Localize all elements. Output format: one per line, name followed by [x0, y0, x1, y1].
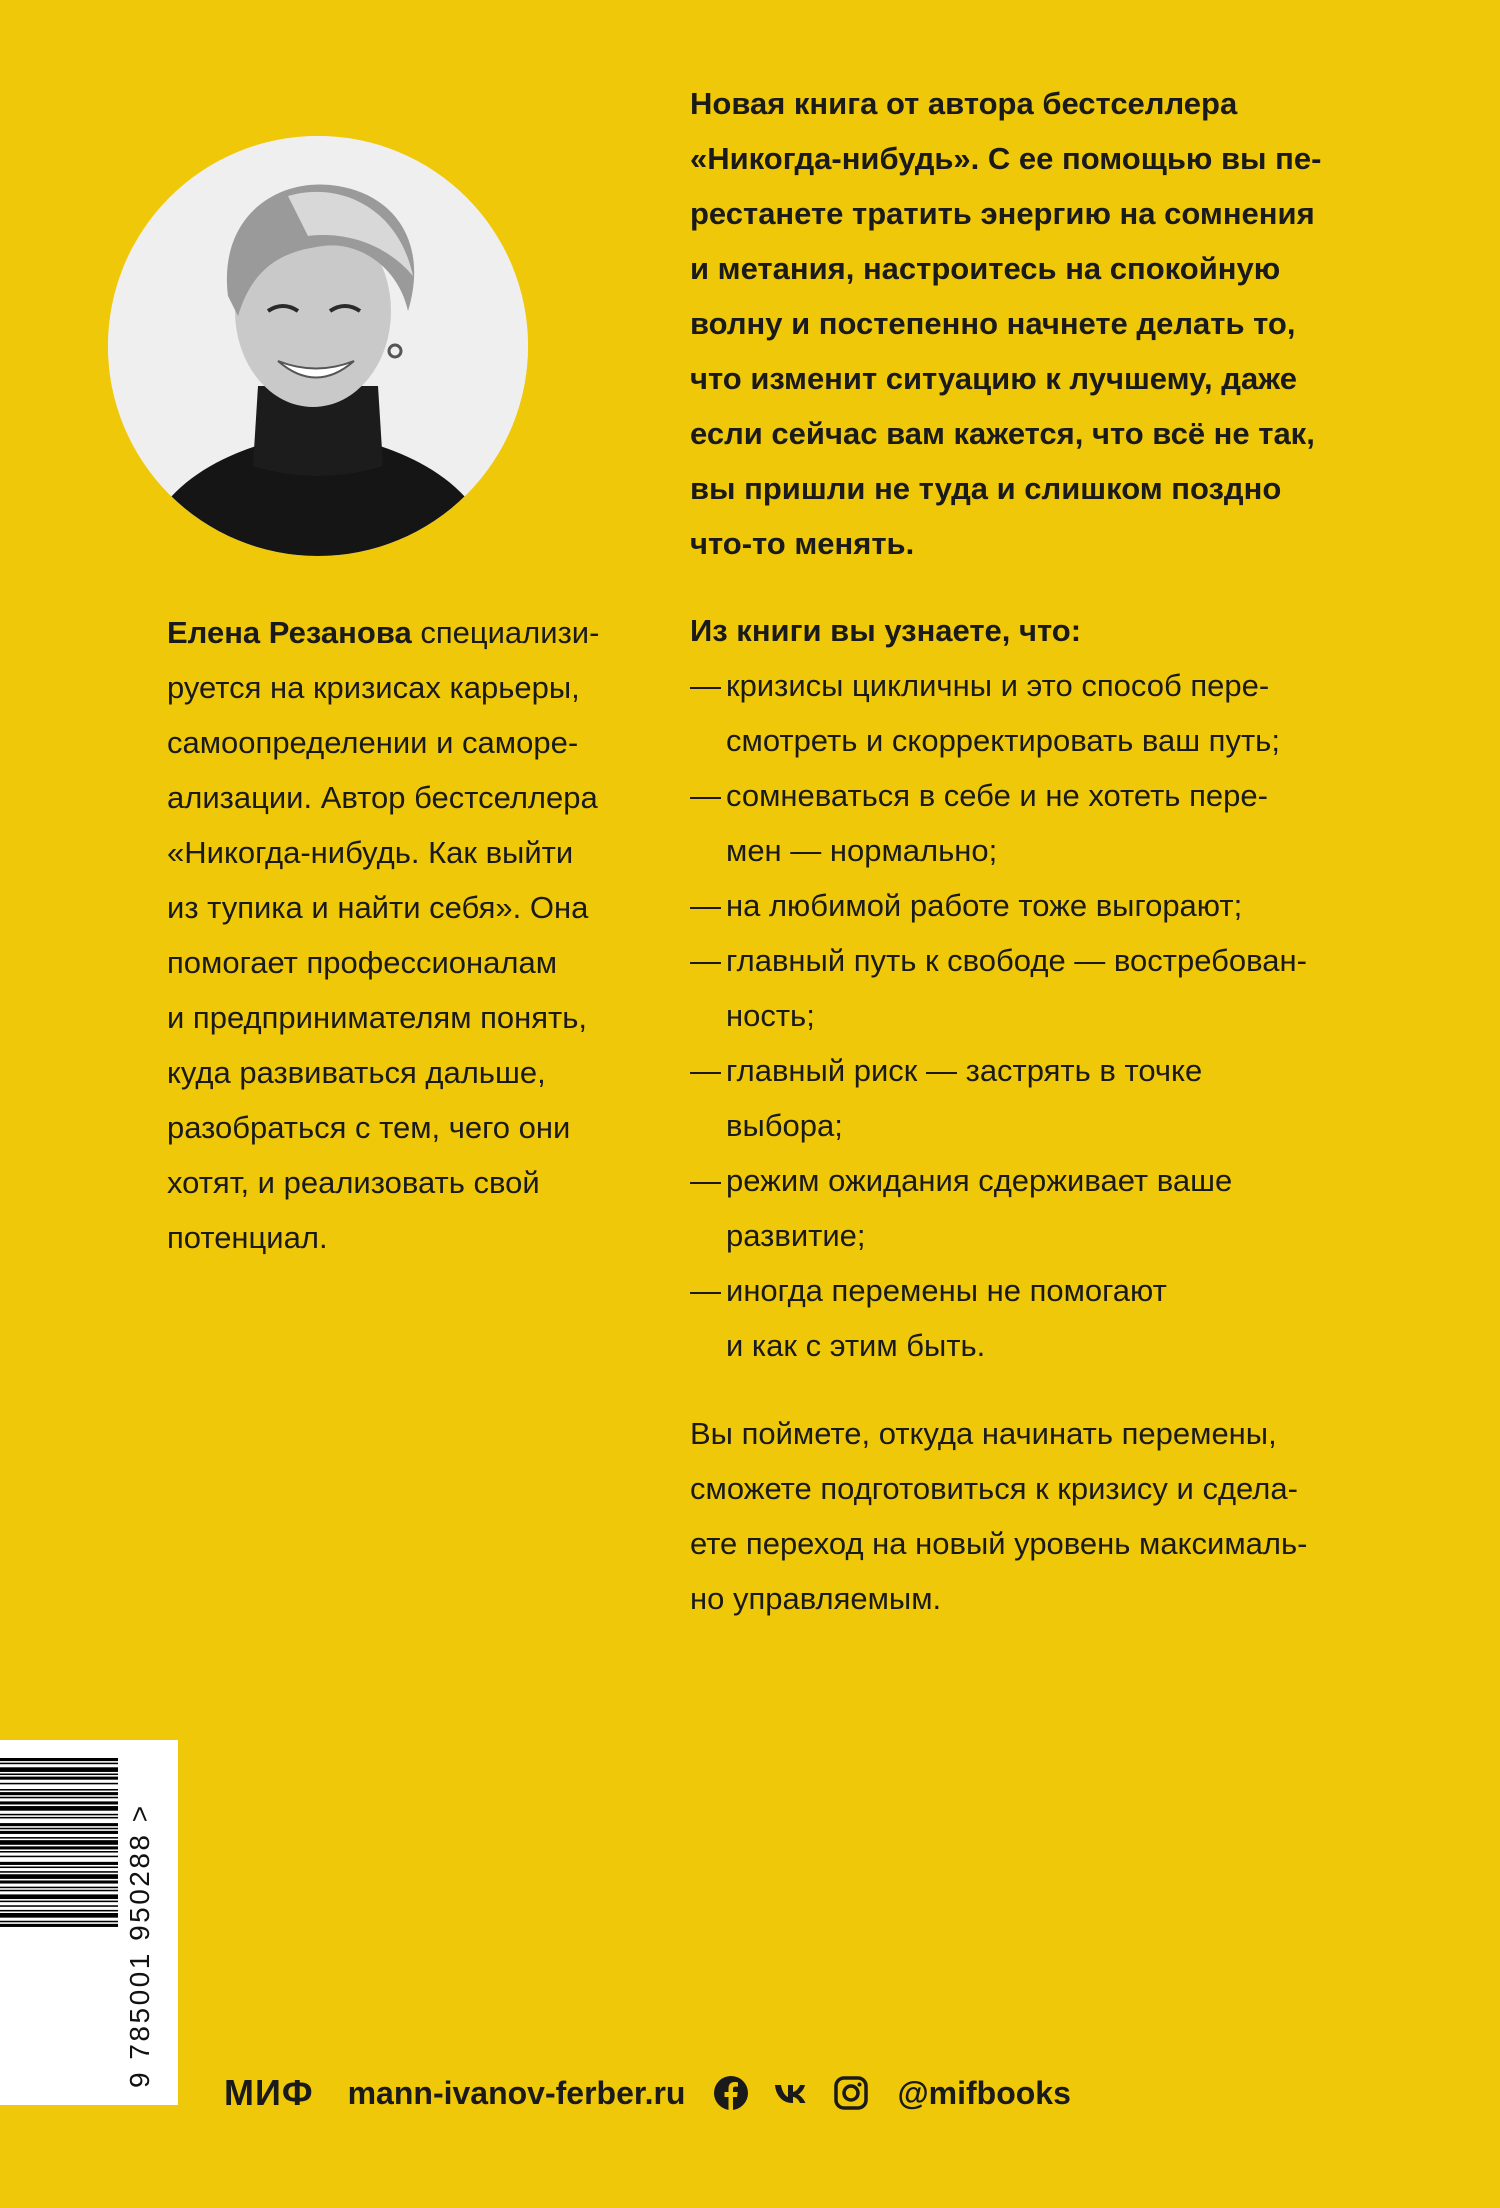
website-link[interactable]: mann-ivanov-ferber.ru — [347, 2074, 686, 2111]
intro-line: Новая книга от автора бестселлера — [690, 86, 1238, 121]
learn-list — [690, 658, 1370, 1373]
barcode-bar — [0, 1871, 118, 1873]
author-portrait-illustration — [108, 136, 528, 556]
intro-line: и метания, настроитесь на спокойную — [690, 251, 1281, 286]
barcode-bar — [0, 1846, 118, 1849]
barcode-bar — [0, 1921, 118, 1923]
bio-line: помогает профессионалам — [167, 945, 558, 980]
barcode-bar — [0, 1763, 118, 1765]
barcode-bar — [0, 1767, 118, 1772]
bio-line: руется на кризисах карьеры, — [167, 670, 580, 705]
list-item — [690, 878, 1370, 933]
bio-line: из тупика и найти себя». Она — [167, 890, 589, 925]
outro-line: Вы поймете, откуда начинать перемены, — [690, 1416, 1277, 1451]
barcode-bar — [0, 1806, 118, 1811]
publisher-logo: МИФ — [224, 2072, 314, 2113]
barcode-bar — [0, 1758, 118, 1761]
list-item-line: главный риск — застрять в точке — [726, 1053, 1203, 1088]
barcode-bars — [0, 1758, 118, 2078]
list-item — [690, 658, 1370, 768]
barcode-bar — [0, 1789, 118, 1791]
intro-line: «Никогда-нибудь». С ее помощью вы пе- — [690, 141, 1322, 176]
dash-bullet: — — [690, 778, 721, 813]
bio-line: хотят, и реализовать свой — [167, 1165, 540, 1200]
bio-line: самоопределении и саморе- — [167, 725, 579, 760]
barcode-bar — [0, 1851, 118, 1853]
barcode-digits: 9 785001 950288 > — [124, 1803, 155, 2088]
book-intro — [690, 76, 1370, 571]
list-item-line: режим ожидания сдерживает ваше — [726, 1163, 1233, 1198]
bio-line: и предпринимателям понять, — [167, 1000, 588, 1035]
barcode-bar — [0, 1823, 118, 1826]
bio-line: «Никогда-нибудь. Как выйти — [167, 835, 574, 870]
list-item-line: на любимой работе тоже выгорают; — [726, 888, 1243, 923]
intro-line: вы пришли не туда и слишком поздно — [690, 471, 1282, 506]
bio-line: Елена Резанова специализи- — [167, 615, 600, 650]
vk-icon[interactable] — [773, 2075, 809, 2111]
bio-line: разобраться с тем, чего они — [167, 1110, 571, 1145]
list-item-line: развитие; — [726, 1218, 866, 1253]
barcode-bar — [0, 1856, 118, 1858]
barcode-bar — [0, 1905, 118, 1907]
author-name: Елена Резанова — [167, 615, 412, 650]
bio-line: куда развиваться дальше, — [167, 1055, 546, 1090]
book-outro — [690, 1406, 1370, 1626]
barcode-bar — [0, 1831, 118, 1834]
social-handle[interactable]: @mifbooks — [897, 2074, 1071, 2111]
list-item — [690, 933, 1370, 1043]
barcode-bar — [0, 1792, 118, 1795]
instagram-icon[interactable] — [833, 2075, 869, 2111]
list-item-line: сомневаться в себе и не хотеть пере- — [726, 778, 1268, 813]
barcode-bar — [0, 1924, 118, 1927]
dash-bullet: — — [690, 668, 721, 703]
barcode-bar — [0, 1777, 118, 1780]
outro-line: сможете подготовиться к кризису и сдела- — [690, 1471, 1298, 1506]
learn-heading: Из книги вы узнаете, что: — [690, 613, 1082, 648]
dash-bullet: — — [690, 888, 721, 923]
list-item — [690, 1263, 1370, 1373]
barcode-bar — [0, 1801, 118, 1804]
barcode-bar — [0, 1797, 118, 1799]
list-item-line: кризисы цикличны и это способ пере- — [726, 668, 1270, 703]
barcode-bar — [0, 1814, 118, 1816]
barcode-bar — [0, 1887, 118, 1889]
intro-line: что-то менять. — [690, 526, 915, 561]
list-item — [690, 768, 1370, 878]
barcode-bar — [0, 1840, 118, 1845]
facebook-icon[interactable] — [713, 2075, 749, 2111]
intro-line: рестанете тратить энергию на сомнения — [690, 196, 1315, 231]
list-item-line: ность; — [726, 998, 815, 1033]
dash-bullet: — — [690, 943, 721, 978]
list-item-line: иногда перемены не помогают — [726, 1273, 1167, 1308]
barcode-bar — [0, 1837, 118, 1839]
barcode-bar — [0, 1894, 118, 1899]
author-bio — [167, 605, 637, 1265]
barcode-bar — [0, 1783, 118, 1785]
barcode-bar — [0, 1913, 118, 1918]
intro-line: если сейчас вам кажется, что всё не так, — [690, 416, 1315, 451]
list-item — [690, 1043, 1370, 1153]
outro-line: ете переход на новый уровень максималь- — [690, 1526, 1308, 1561]
barcode-bar — [0, 1874, 118, 1879]
barcode-bar — [0, 1890, 118, 1892]
barcode-bar — [0, 1774, 118, 1776]
dash-bullet: — — [690, 1163, 721, 1198]
list-item — [690, 1153, 1370, 1263]
intro-line: что изменит ситуацию к лучшему, даже — [690, 361, 1297, 396]
list-item-line: и как с этим быть. — [726, 1328, 986, 1363]
list-item-line: главный путь к свободе — востребован- — [726, 943, 1307, 978]
list-item-line: мен — нормально; — [726, 833, 998, 868]
barcode-bar — [0, 1867, 118, 1869]
barcode-bar — [0, 1910, 118, 1912]
barcode-bar — [0, 1901, 118, 1903]
bio-line: потенциал. — [167, 1220, 328, 1255]
dash-bullet: — — [690, 1053, 721, 1088]
list-item-line: смотреть и скорректировать ваш путь; — [726, 723, 1280, 758]
barcode-bar — [0, 1828, 118, 1830]
barcode-bar — [0, 1862, 118, 1865]
outro-line: но управляемым. — [690, 1581, 942, 1616]
dash-bullet: — — [690, 1273, 721, 1308]
list-item-line: выбора; — [726, 1108, 843, 1143]
barcode-bar — [0, 1817, 118, 1819]
bio-line: ализации. Автор бестселлера — [167, 780, 598, 815]
barcode-bar — [0, 1880, 118, 1883]
author-photo — [108, 136, 528, 556]
intro-line: волну и постепенно начнете делать то, — [690, 306, 1296, 341]
footer — [224, 2070, 1071, 2116]
